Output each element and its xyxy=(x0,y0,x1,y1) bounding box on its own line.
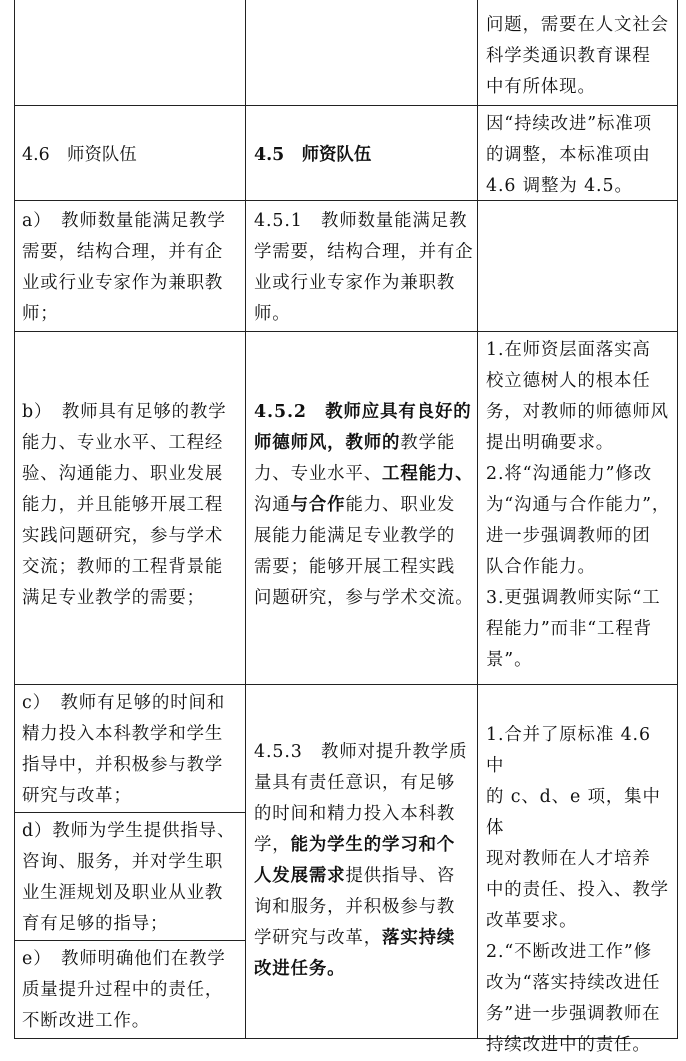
subrow-divider xyxy=(14,940,246,941)
row-top-col3-line: 问题，需要在人文社会 xyxy=(486,15,669,35)
row-b-new-text: 4.5.2 教师应具有良好的 师德师风，教师的教学能 力、专业水平、工程能力、 沟通与合作能力、职业发 展能力能满足专业教学的 需要；能够开展工程实践 问题研究，参与学术交流。 xyxy=(254,402,474,608)
row-c-old-text: c） 教师有足够的时间和 精力投入本科教学和学生 指导中，并积极参与教学 研究与改革； xyxy=(22,693,226,806)
column-divider-2 xyxy=(477,0,478,1039)
row-d-old-text: d）教师为学生提供指导、 咨询、服务，并对学生职 业生涯规划及职业从业教 育有足够的指导； xyxy=(22,821,236,934)
row-divider xyxy=(14,331,678,332)
subrow-divider xyxy=(14,812,246,813)
row-cde-new-text: 4.5.3 教师对提升教学质 量具有责任意识，有足够 的时间和精力投入本科教 学，能为学生的学习和个 人发展需求提供指导、咨 询和服务，并积极参与教 学研究与改革，落实持续 改进任务。 xyxy=(254,742,468,979)
column-divider-1 xyxy=(245,0,246,1039)
row-b-note: 1.在师资层面落实高 校立德树人的根本任 务，对教师的师德师风 提出明确要求。 2.将“沟通能力”修改 为“沟通与合作能力”， 进一步强调教师的团 队合作能力。 3.更强调教师实际“工 程能力”而非“工程背 景”。 xyxy=(486,340,671,670)
table-border-right xyxy=(677,0,678,1039)
row-a-new-text: 4.5.1 教师数量能满足教 学需要，结构合理，并有企 业或行业专家作为兼职教 师。 xyxy=(254,211,474,324)
row-divider xyxy=(14,684,678,685)
row-a-old-text: a） 教师数量能满足教学 需要，结构合理，并有企 业或行业专家作为兼职教 师； xyxy=(22,211,226,324)
section-old-heading: 4.6 师资队伍 xyxy=(22,145,137,165)
row-divider xyxy=(14,105,678,106)
standards-comparison-table xyxy=(14,0,678,1055)
row-top-col3-line: 中有所体现。 xyxy=(486,77,596,97)
row-cde-note: 1.合并了原标准 4.6 中 的 c、d、e 项，集中体 现对教师在人才培养 中的责任、投入、教学 改革要求。 2.“不断改进工作”修 改为“落实持续改进任 务”进一步强调教师在 持续改进中的责任。 xyxy=(486,725,669,1055)
table-border-left xyxy=(14,0,15,1039)
section-note: 因“持续改进”标准项 的调整，本标准项由 4.6 调整为 4.5。 xyxy=(486,114,652,196)
row-b-old-text: b） 教师具有足够的教学 能力、专业水平、工程经 验、沟通能力、职业发展 能力，并且能够开展工程 实践问题研究，参与学术 交流；教师的工程背景能 满足专业教学的需要； xyxy=(22,402,227,608)
row-e-old-text: e） 教师明确他们在教学 质量提升过程中的责任， 不断改进工作。 xyxy=(22,949,226,1031)
row-top-col3-line: 科学类通识教育课程 xyxy=(486,46,651,66)
row-top-col3 xyxy=(486,10,672,103)
section-new-heading: 4.5 师资队伍 xyxy=(254,145,372,165)
